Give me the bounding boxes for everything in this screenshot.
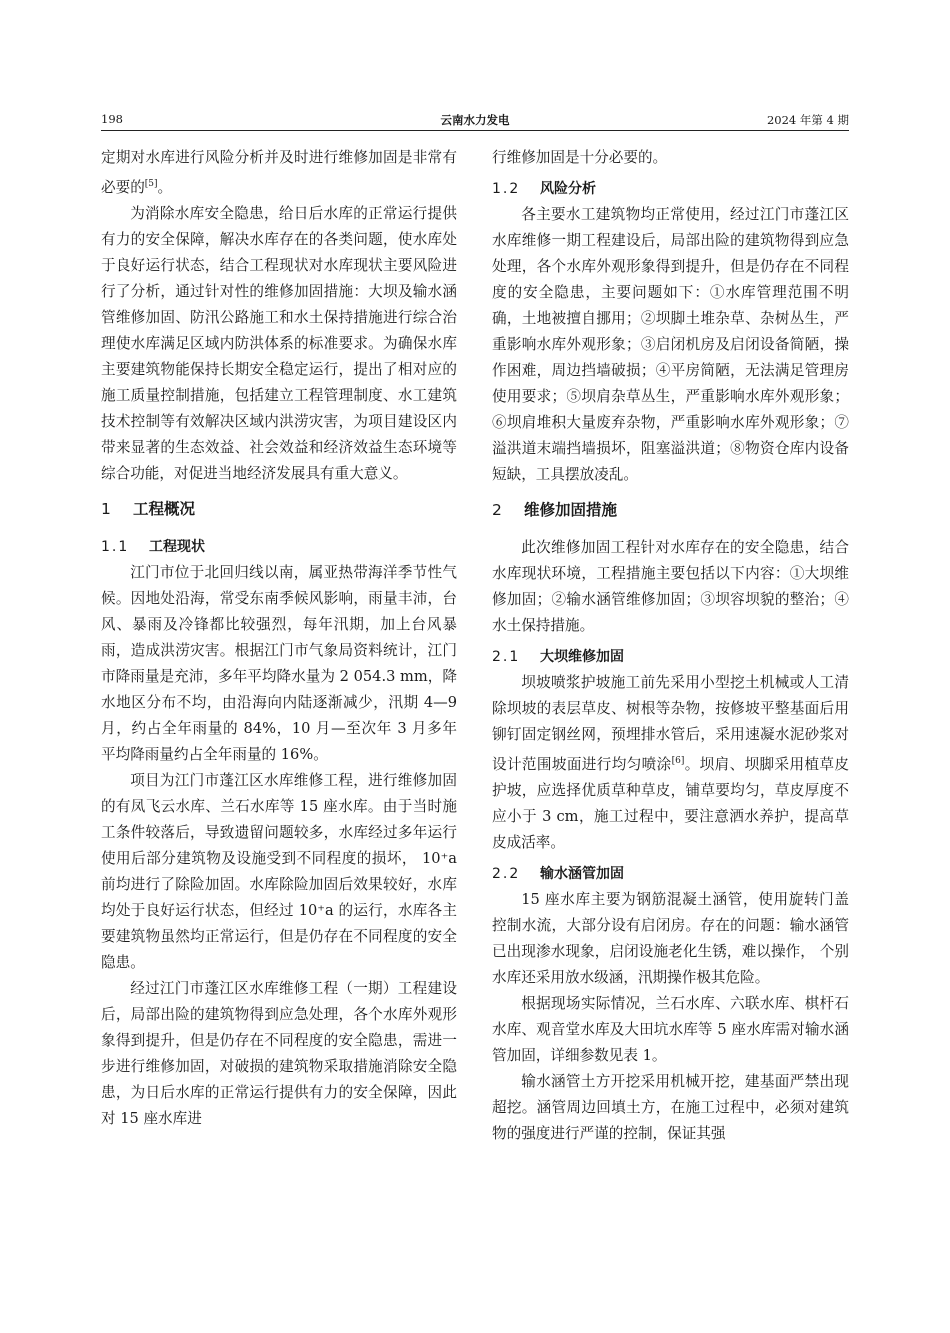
paragraph: 江门市位于北回归线以南，属亚热带海洋季节性气候。因地处沿海，常受东南季候风影响，雨量丰沛，台风、暴雨及冷锋都比较强烈，每年汛期，加上台风暴雨，造成洪涝灾害。根据江门市气象局资料统计，江门市降雨量是充沛，多年平均降水量为 2 054.3 mm，降水地区分布不均，由沿海向内陆逐渐减少，汛期 4—9 月，约占全年雨量的 84%，10 月—至次年 3 月多年平均降雨量约占全年雨量的 16%。	[101, 564, 457, 763]
citation: [6]	[671, 756, 685, 766]
journal-title: 云南水力发电	[440, 113, 510, 127]
section-heading-2-2: 2.2 输水涵管加固	[492, 866, 624, 882]
paragraph: 行维修加固是十分必要的。	[492, 149, 668, 166]
paragraph: 此次维修加固工程针对水库存在的安全隐患，结合水库现状环境，工程措施主要包括以下内容：①大坝维修加固；②输水涵管维修加固；③坝容坝貌的整治；④水土保持措施。	[492, 539, 849, 634]
paragraph: 各主要水工建筑物均正常使用，经过江门市蓬江区水库维修一期工程建设后，局部出险的建筑物得到应急处理，各个水库外观形象得到提升，但是仍存在不同程度的安全隐患，主要问题如下：①水库管理范围不明确，土地被擅自挪用；②坝脚土堆杂草、杂树丛生，严重影响水库外观形象；③启闭机房及启闭设备简陋，操作困难，周边挡墙破损；④平房简陋，无法满足管理房使用要求；⑤坝肩杂草丛生，严重影响水库外观形象；⑥坝肩堆积大量废弃杂物，严重影响水库外观形象；⑦溢洪道末端挡墙损坏，阻塞溢洪道；⑧物资仓库内设备短缺，工具摆放凌乱。	[492, 206, 849, 483]
issue-label: 2024 年第 4 期	[766, 113, 849, 127]
paragraph: 为消除水库安全隐患，给日后水库的正常运行提供有力的安全保障，解决水库存在的各类问题，使水库处于良好运行状态，结合工程现状对水库现状主要风险进行了分析，通过针对性的维修加固措施：大坝及输水涵管维修加固、防汛公路施工和水土保持措施进行综合治理使水库满足区域内防洪体系的标准要求。为确保水库主要建筑物能保持长期安全稳定运行，提出了相对应的施工质量控制措施，包括建立工程管理制度、水工建筑技术控制等有效解决区域内洪涝灾害，为项目建设区内带来显著的生态效益、社会效益和经济效益生态环境等综合功能，对促进当地经济发展具有重大意义。	[101, 205, 457, 482]
section-heading-1: 1 工程概况	[101, 500, 196, 518]
right-column	[492, 145, 849, 1147]
paragraph: 定期对水库进行风险分析并及时进行维修加固是非常有必要的[5]。	[101, 149, 457, 196]
section-heading-2-1: 2.1 大坝维修加固	[492, 649, 624, 665]
section-heading-2: 2 维修加固措施	[492, 501, 618, 519]
paragraph: 15 座水库主要为钢筋混凝土涵管，使用旋转门盖控制水流，大部分设有启闭房。存在的问题：输水涵管已出现渗水现象，启闭设施老化生锈，难以操作， 个别水库还采用放水级涵，汛期操作极其危险。	[492, 891, 849, 986]
left-column	[101, 145, 457, 1132]
page-number: 198	[101, 112, 123, 126]
paragraph: 坝坡喷浆护坡施工前先采用小型挖土机械或人工清除坝坡的表层草皮、树根等杂物，按修坡平整基面后用铆钉固定钢丝网，预埋排水管后，采用速凝水泥砂浆对设计范围坡面进行均匀喷涂[6]。坝肩、坝脚采用植草皮护坡，应选择优质草种草皮，铺草要均匀，草皮厚度不应小于 3 cm，施工过程中，要注意洒水养护，提高草皮成活率。	[492, 674, 849, 851]
citation: [5]	[144, 179, 158, 189]
paragraph: 输水涵管土方开挖采用机械开挖，建基面严禁出现超挖。涵管周边回填土方，在施工过程中，必须对建筑物的强度进行严谨的控制，保证其强	[492, 1073, 849, 1142]
section-heading-1-2: 1.2 风险分析	[492, 181, 596, 197]
paragraph: 经过江门市蓬江区水库维修工程（一期）工程建设后，局部出险的建筑物得到应急处理，各个水库外观形象得到提升，但是仍存在不同程度的安全隐患，需进一步进行维修加固，对破损的建筑物采取措施消除安全隐患，为日后水库的正常运行提供有力的安全保障，因此对 15 座水库进	[101, 980, 457, 1127]
paragraph: 根据现场实际情况，兰石水库、六联水库、棋杆石水库、观音堂水库及大田坑水库等 5 座水库需对输水涵管加固，详细参数见表 1。	[492, 995, 849, 1064]
running-header	[101, 110, 849, 131]
section-heading-1-1: 1.1 工程现状	[101, 539, 205, 555]
paragraph: 项目为江门市蓬江区水库维修工程，进行维修加固的有凤飞云水库、兰石水库等 15 座水库。由于当时施工条件较落后，导致遗留问题较多，水库经过多年运行使用后部分建筑物及设施受到不同程度的损坏， 10⁺a 前均进行了除险加固。水库除险加固后效果较好，水库均处于良好运行状态，但经过 10⁺a 的运行，水库各主要建筑物虽然均正常运行，但是仍存在不同程度的安全隐患。	[101, 772, 457, 971]
